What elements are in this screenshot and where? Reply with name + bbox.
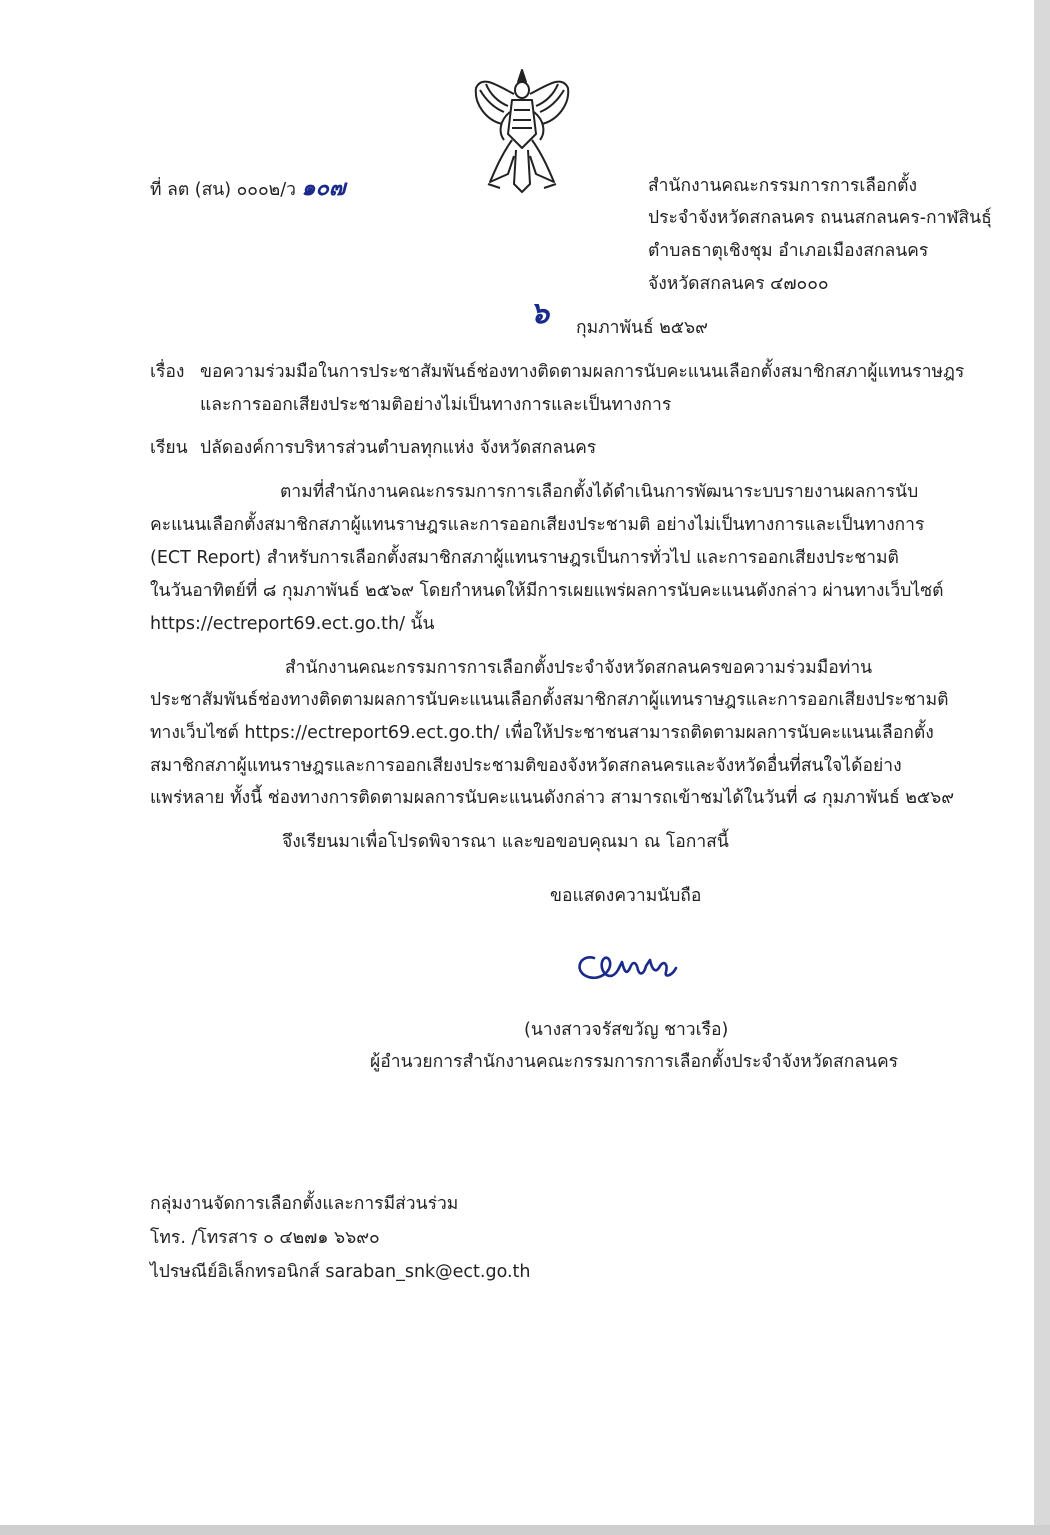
regards-text: ขอแสดงความนับถือ bbox=[550, 886, 702, 906]
para2-line-1: สำนักงานคณะกรรมการการเลือกตั้งประจำจังหวัดสกลนครขอความร่วมมือท่าน bbox=[285, 658, 873, 678]
para1-line-4: ในวันอาทิตย์ที่ ๘ กุมภาพันธ์ ๒๕๖๙ โดยกำหนดให้มีการเผยแพร่ผลการนับคะแนนดังกล่าว ผ่านทางเว็บไซต์ bbox=[150, 581, 944, 601]
date-text: กุมภาพันธ์ ๒๕๖๙ bbox=[576, 318, 708, 338]
para1-line-3: (ECT Report) สำหรับการเลือกตั้งสมาชิกสภาผู้แทนราษฎรเป็นการทั่วไป และการออกเสียงประชามติ bbox=[150, 548, 899, 568]
para2-line-5: แพร่หลาย ทั้งนี้ ช่องทางการติดตามผลการนับคะแนนดังกล่าว สามารถเข้าชมได้ในวันที่ ๘ กุมภาพันธ์ ๒๕๖๙ bbox=[150, 788, 955, 808]
para2-line-4: สมาชิกสภาผู้แทนราษฎรและการออกเสียงประชามติของจังหวัดสกลนครและจังหวัดอื่นที่สนใจได้อย่าง bbox=[150, 756, 902, 776]
handwritten-signature bbox=[572, 940, 692, 990]
date-day-handwritten: ๖ bbox=[530, 296, 550, 331]
addressee-text: ปลัดองค์การบริหารส่วนตำบลทุกแห่ง จังหวัดสกลนคร bbox=[200, 438, 597, 458]
para1-line-5: https://ectreport69.ect.go.th/ นั้น bbox=[150, 614, 435, 634]
subject-label: เรื่อง bbox=[150, 362, 185, 382]
para1-line-1: ตามที่สำนักงานคณะกรรมการการเลือกตั้งได้ดำเนินการพัฒนาระบบรายงานผลการนับ bbox=[280, 482, 919, 502]
subject-line-1: ขอความร่วมมือในการประชาสัมพันธ์ช่องทางติดตามผลการนับคะแนนเลือกตั้งสมาชิกสภาผู้แทนราษฎร bbox=[200, 362, 965, 382]
signer-name: (นางสาวจรัสขวัญ ชาวเรือ) bbox=[524, 1020, 729, 1040]
sender-address-line-3: ตำบลธาตุเชิงชุม อำเภอเมืองสกลนคร bbox=[648, 241, 929, 261]
document-number-handwritten: ๑๐๗ bbox=[301, 175, 346, 201]
sender-address-line-1: สำนักงานคณะกรรมการการเลือกตั้ง bbox=[648, 176, 918, 196]
signer-title: ผู้อำนวยการสำนักงานคณะกรรมการการเลือกตั้งประจำจังหวัดสกลนคร bbox=[370, 1052, 899, 1072]
footer-email: ไปรษณีย์อิเล็กทรอนิกส์ saraban_snk@ect.go.th bbox=[150, 1262, 531, 1282]
garuda-emblem-icon bbox=[468, 64, 576, 196]
sender-address-line-2: ประจำจังหวัดสกลนคร ถนนสกลนคร-กาฬสินธุ์ bbox=[648, 208, 992, 228]
para1-line-2: คะแนนเลือกตั้งสมาชิกสภาผู้แทนราษฎรและการออกเสียงประชามติ อย่างไม่เป็นทางการและเป็นทางการ bbox=[150, 515, 925, 535]
subject-line-2: และการออกเสียงประชามติอย่างไม่เป็นทางการและเป็นทางการ bbox=[200, 395, 672, 415]
document-number-prefix: ที่ ลต (สน) ๐๐๐๒/ว bbox=[150, 180, 296, 200]
footer-phone: โทร. /โทรสาร ๐ ๔๒๗๑ ๖๖๙๐ bbox=[150, 1228, 380, 1248]
para2-line-2: ประชาสัมพันธ์ช่องทางติดตามผลการนับคะแนนเลือกตั้งสมาชิกสภาผู้แทนราษฎรและการออกเสียงประชามติ bbox=[150, 690, 949, 710]
document-number bbox=[150, 175, 345, 201]
page-edge bbox=[0, 1525, 1050, 1535]
addressee-label: เรียน bbox=[150, 438, 188, 458]
footer-department: กลุ่มงานจัดการเลือกตั้งและการมีส่วนร่วม bbox=[150, 1194, 459, 1214]
closing-text: จึงเรียนมาเพื่อโปรดพิจารณา และขอขอบคุณมา ณ โอกาสนี้ bbox=[282, 832, 729, 852]
sender-address-line-4: จังหวัดสกลนคร ๔๗๐๐๐ bbox=[648, 274, 829, 294]
para2-line-3: ทางเว็บไซต์ https://ectreport69.ect.go.th/ เพื่อให้ประชาชนสามารถติดตามผลการนับคะแนนเลือกตั้ง bbox=[150, 723, 934, 743]
